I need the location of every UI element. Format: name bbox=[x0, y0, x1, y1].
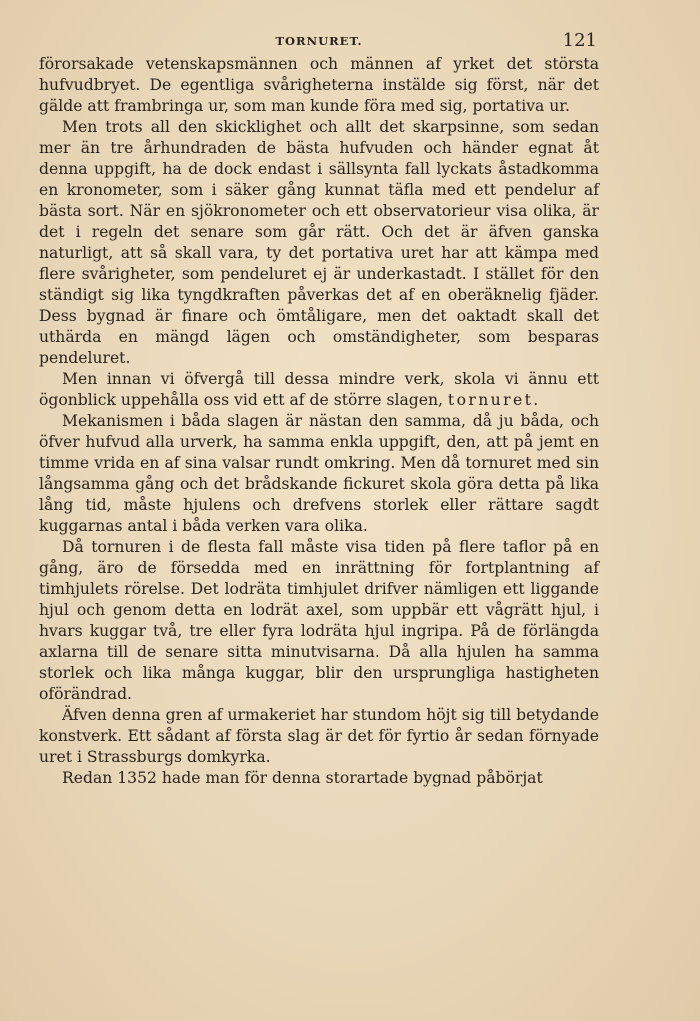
paragraph-6: Äfven denna gren af urmakeriet har stundom höjt sig till betydande konstverk. Ett sådant af första slag är det för fyrtio år sedan förnyade uret i Strassburgs domkyrka. bbox=[39, 706, 599, 766]
body-text bbox=[39, 54, 599, 789]
paragraph-3 bbox=[39, 369, 599, 411]
paragraph-3-text: Men innan vi öfvergå till dessa mindre verk, skola vi ännu ett ögonblick uppehålla oss vid ett af de större slagen, bbox=[39, 370, 599, 409]
paragraph-1: förorsakade vetenskapsmännen och männen af yrket det största hufvudbryet. De egentliga svårigheterna instälde sig först, när det gälde att frambringa ur, som man kunde föra med sig, portativa ur. bbox=[39, 55, 599, 115]
paragraph-5: Då tornuren i de flesta fall måste visa tiden på flere taflor på en gång, äro de försedda med en inrättning för fortplantning af timhjulets rörelse. Det lodräta timhjulet drifver nämligen ett liggande hjul och genom detta en lodrät axel, som uppbär ett vågrätt hjul, i hvars kuggar två, tre eller fyra lodräta hjul ingripa. På de förlängda axlarna till de senare sitta minutvisarna. Då alla hjulen ha samma storlek och lika många kuggar, blir den ursprungliga hastigheten oförändrad. bbox=[39, 538, 599, 703]
paragraph-2: Men trots all den skicklighet och allt det skarpsinne, som sedan mer än tre århundraden de bästa hufvuden och händer egnat åt denna uppgift, ha de dock endast i sällsynta fall lyckats åstadkomma en kronometer, som i säker gång kunnat täfla med ett pendelur af bästa sort. När en sjökronometer och ett observatorieur visa olika, är det i regeln det senare som går rätt. Och det är äfven ganska naturligt, att så skall vara, ty det portativa uret har att kämpa med flere svårigheter, som pendeluret ej är underkastadt. I stället för den ständigt sig lika tyngdkraften påverkas det af en oberäknelig fjäder. Dess bygnad är finare och ömtåligare, men det oaktadt skall det uthärda en mängd lägen och omständigheter, som besparas pendeluret. bbox=[39, 118, 599, 367]
paragraph-7: Redan 1352 hade man för denna storartade bygnad påbörjat bbox=[62, 769, 543, 787]
book-page bbox=[39, 30, 599, 789]
paragraph-4: Mekanismen i båda slagen är nästan den samma, då ju båda, och öfver hufvud alla urverk, ha samma enkla uppgift, den, att på jemt en timme vrida en af sina valsar rundt omkring. Men då tornuret med sin långsamma gång och det brådskande fickuret skola göra detta på lika lång tid, måste hjulens och drefvens storlek eller rättare sagdt kuggarnas antal i båda verken vara olika. bbox=[39, 412, 599, 535]
running-title: TORNURET. bbox=[275, 34, 363, 48]
spaced-term-tornuret: tornuret bbox=[447, 391, 534, 409]
paragraph-3-end: . bbox=[533, 391, 539, 409]
page-header bbox=[39, 30, 599, 54]
page-number: 121 bbox=[562, 30, 597, 51]
